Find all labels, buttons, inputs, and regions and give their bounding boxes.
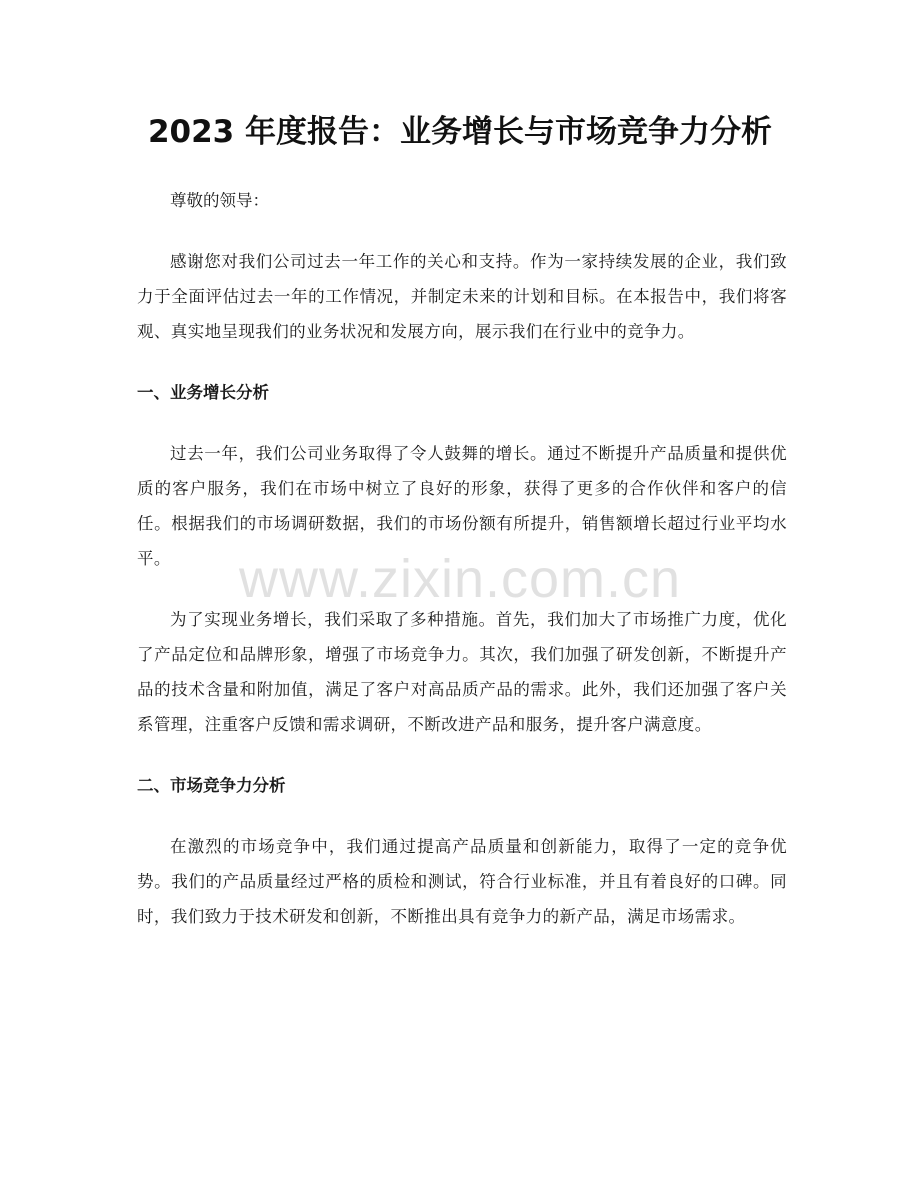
paragraph: 为了实现业务增长，我们采取了多种措施。首先，我们加大了市场推广力度，优化了产品定位和品牌形象，增强了市场竞争力。其次，我们加强了研发创新，不断提升产品的技术含量和附加值，满足了客户对高品质产品的需求。此外，我们还加强了客户关系管理，注重客户反馈和需求调研，不断改进产品和服务，提升客户满意度。 <box>137 610 787 734</box>
intro-paragraph: 感谢您对我们公司过去一年工作的关心和支持。作为一家持续发展的企业，我们致力于全面评估过去一年的工作情况，并制定未来的计划和目标。在本报告中，我们将客观、真实地呈现我们的业务状况和发展方向，展示我们在行业中的竞争力。 <box>137 252 787 341</box>
section-heading-market-competitiveness: 二、市场竞争力分析 <box>137 776 286 795</box>
greeting: 尊敬的领导： <box>170 191 269 210</box>
paragraph: 过去一年，我们公司业务取得了令人鼓舞的增长。通过不断提升产品质量和提供优质的客户服务，我们在市场中树立了良好的形象，获得了更多的合作伙伴和客户的信任。根据我们的市场调研数据，我们的市场份额有所提升，销售额增长超过行业平均水平。 <box>137 444 787 568</box>
document-body <box>137 183 787 934</box>
section-heading-business-growth: 一、业务增长分析 <box>137 383 269 402</box>
paragraph: 在激烈的市场竞争中，我们通过提高产品质量和创新能力，取得了一定的竞争优势。我们的产品质量经过严格的质检和测试，符合行业标准，并且有着良好的口碑。同时，我们致力于技术研发和创新，不断推出具有竞争力的新产品，满足市场需求。 <box>137 837 787 926</box>
page-title: 2023 年度报告：业务增长与市场竞争力分析 <box>147 114 773 150</box>
watermark: www.zixin.com.cn <box>238 549 682 609</box>
